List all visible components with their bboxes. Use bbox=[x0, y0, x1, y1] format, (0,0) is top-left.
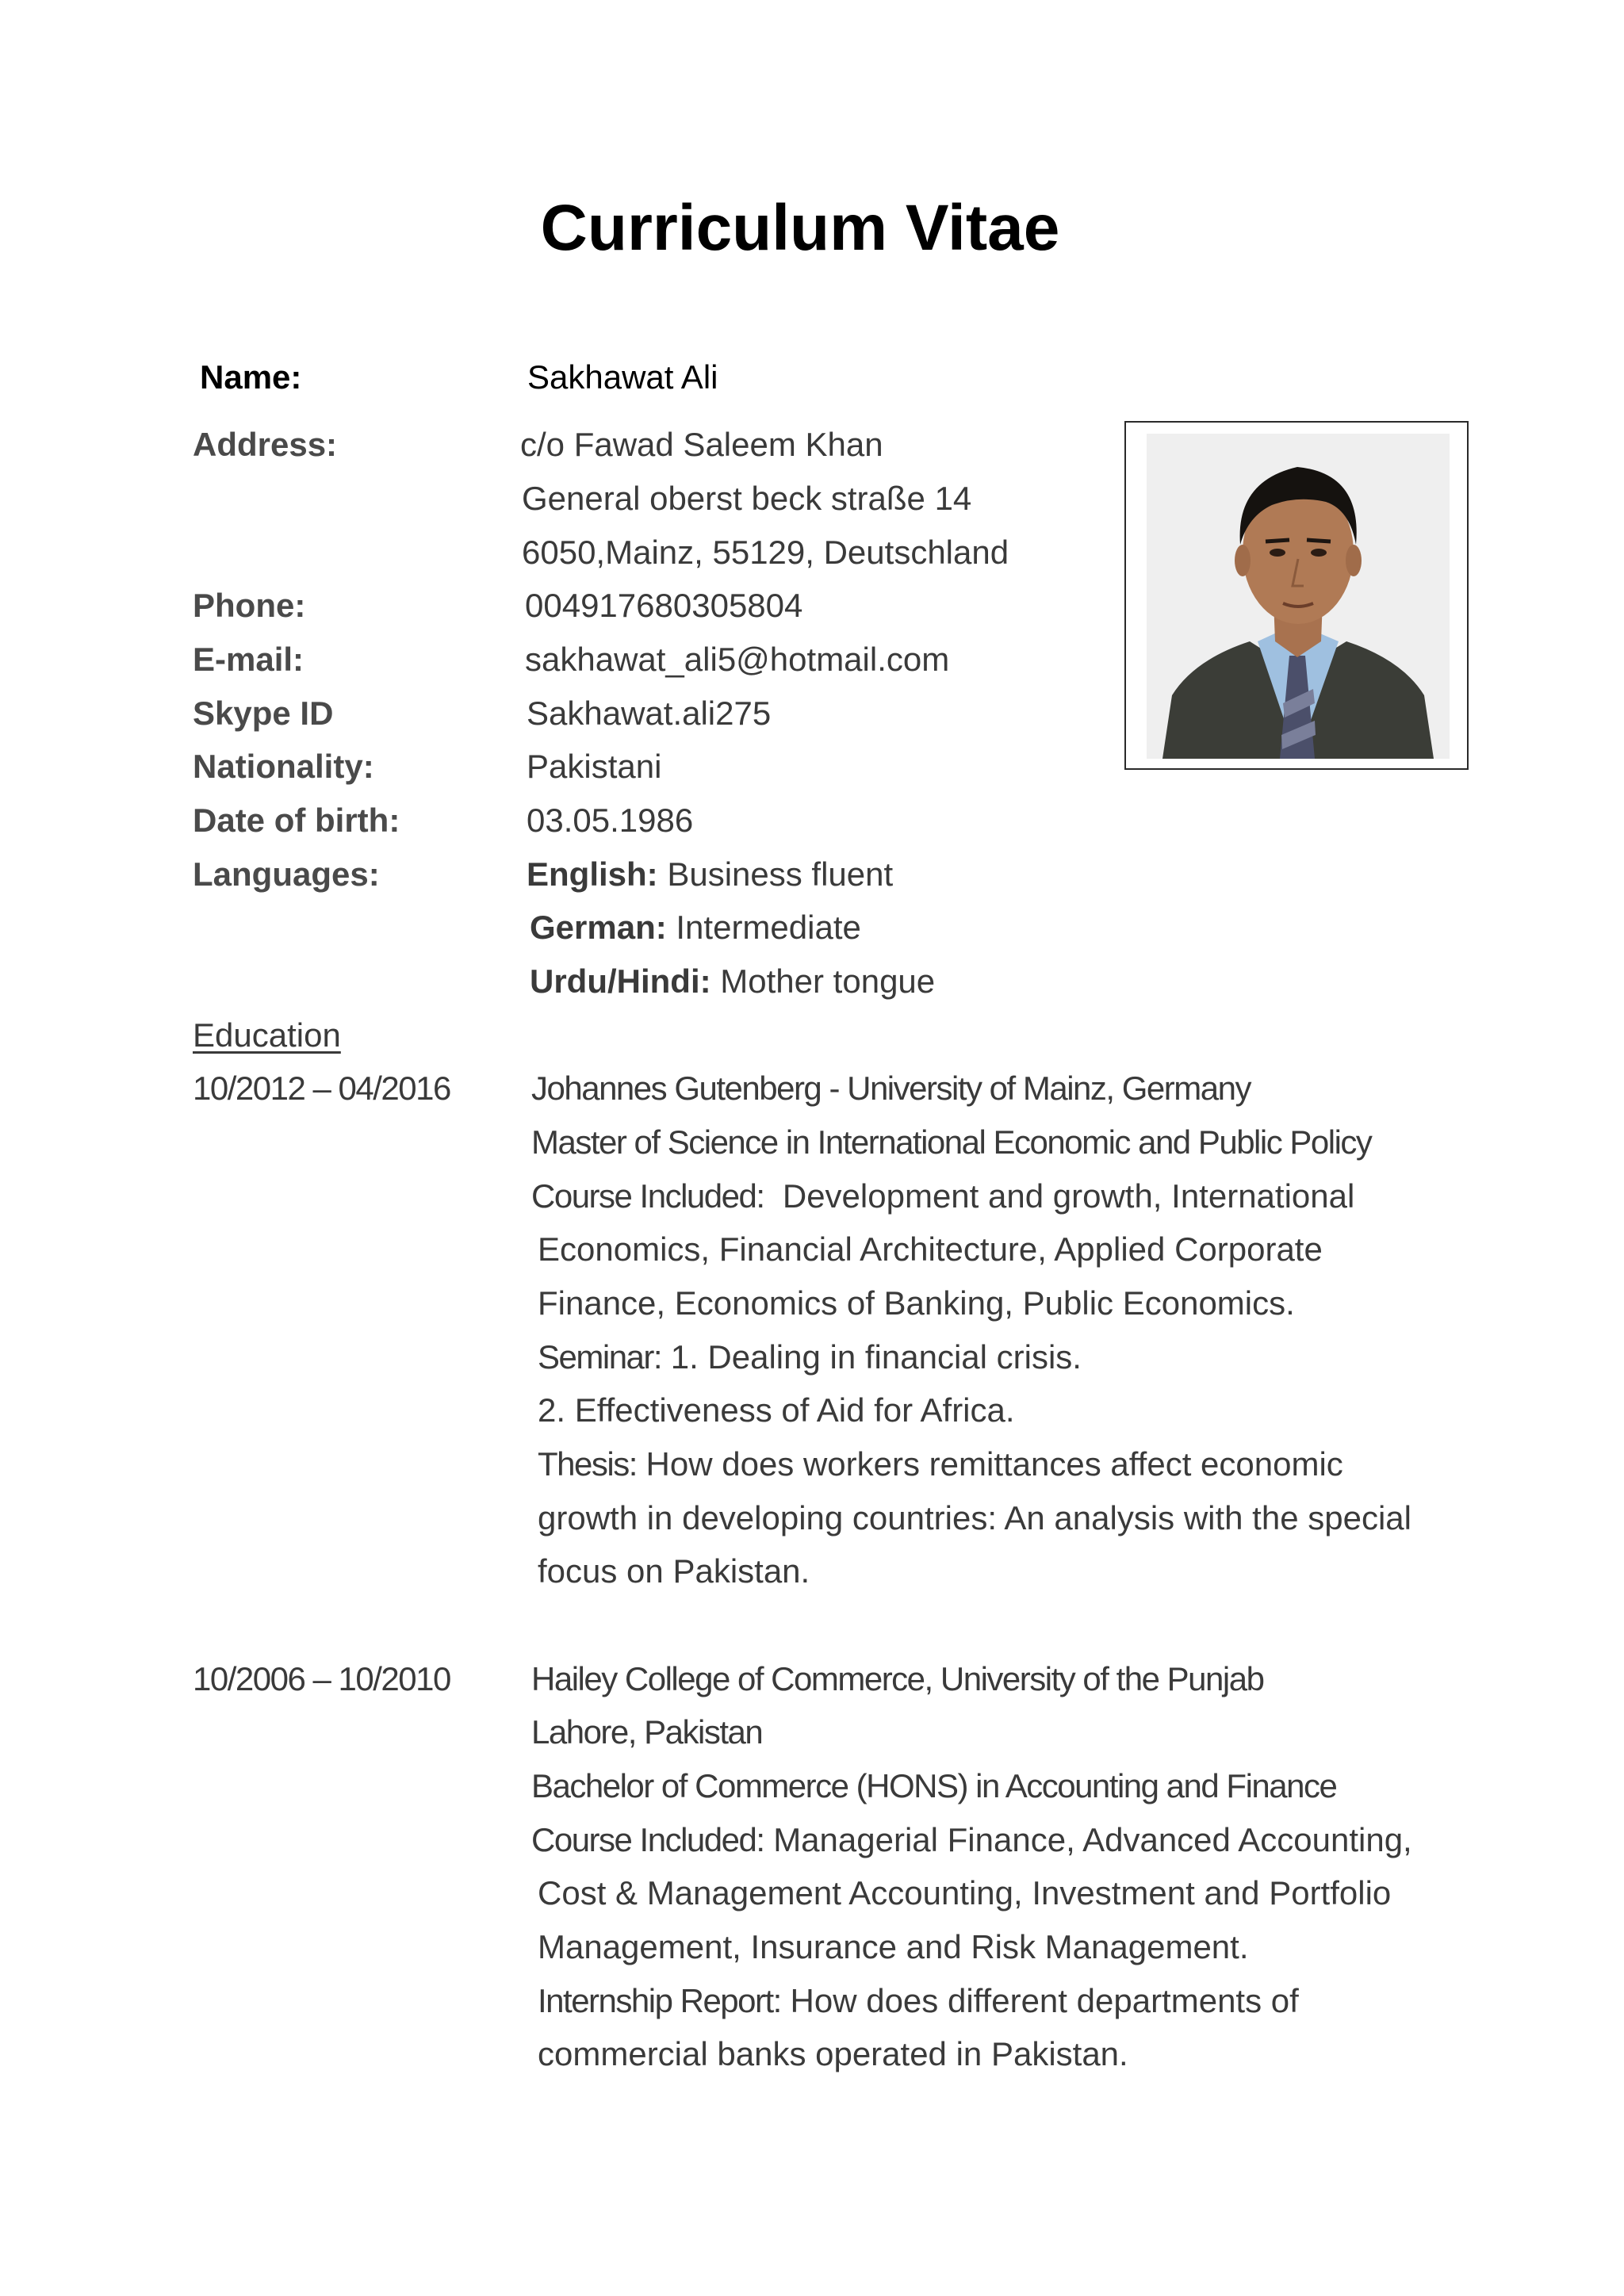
phone-value: 004917680305804 bbox=[525, 587, 803, 624]
education-course-line bbox=[531, 1173, 1354, 1220]
address-label: Address: bbox=[193, 426, 338, 463]
education-course-line: Finance, Economics of Banking, Public Economics. bbox=[538, 1284, 1295, 1322]
education-seminar-line bbox=[538, 1334, 1082, 1381]
seminar-label: Seminar: bbox=[538, 1338, 662, 1376]
education-course-line: Management, Insurance and Risk Management. bbox=[538, 1928, 1249, 1965]
language-level: Mother tongue bbox=[710, 962, 936, 1000]
email-value[interactable]: sakhawat_ali5@hotmail.com bbox=[525, 641, 950, 678]
education-course-line: Economics, Financial Architecture, Applied Corporate bbox=[538, 1230, 1323, 1268]
seminar-text: 1. Dealing in financial crisis. bbox=[661, 1338, 1082, 1376]
name-value: Sakhawat Ali bbox=[527, 358, 718, 396]
profile-photo-frame bbox=[1124, 421, 1469, 770]
language-english bbox=[527, 851, 893, 898]
education-course-line: Cost & Management Accounting, Investment and Portfolio bbox=[538, 1874, 1392, 1911]
address-line-3: 6050,Mainz, 55129, Deutschland bbox=[522, 534, 1009, 571]
education-thesis-line: focus on Pakistan. bbox=[538, 1552, 810, 1590]
education-heading: Education bbox=[193, 1016, 341, 1054]
course-label: Course Included: bbox=[531, 1821, 764, 1858]
education-thesis-line bbox=[538, 1441, 1343, 1488]
internship-text: How does different departments of bbox=[780, 1982, 1299, 2019]
thesis-text: How does workers remittances affect economic bbox=[636, 1445, 1343, 1483]
page-title: Curriculum Vitae bbox=[540, 192, 1060, 264]
skype-label: Skype ID bbox=[193, 695, 334, 732]
nationality-value: Pakistani bbox=[527, 748, 662, 785]
education-institution: Johannes Gutenberg - University of Mainz, Germany bbox=[531, 1070, 1251, 1107]
education-period: 10/2006 – 10/2010 bbox=[193, 1660, 450, 1697]
education-institution: Hailey College of Commerce, University of the Punjab bbox=[531, 1660, 1264, 1697]
address-line-2: General oberst beck straße 14 bbox=[522, 480, 972, 517]
course-text: Managerial Finance, Advanced Accounting, bbox=[764, 1821, 1412, 1858]
education-degree: Master of Science in International Economic and Public Policy bbox=[531, 1123, 1372, 1161]
language-name: English: bbox=[527, 855, 658, 893]
education-course-line bbox=[531, 1816, 1412, 1864]
education-internship-line bbox=[538, 1977, 1299, 2025]
language-level: Business fluent bbox=[657, 855, 894, 893]
address-line-1: c/o Fawad Saleem Khan bbox=[520, 426, 883, 463]
language-german bbox=[530, 904, 861, 951]
education-period: 10/2012 – 04/2016 bbox=[193, 1070, 450, 1107]
thesis-label: Thesis: bbox=[538, 1445, 637, 1483]
dob-label: Date of birth: bbox=[193, 802, 400, 839]
education-internship-line: commercial banks operated in Pakistan. bbox=[538, 2035, 1128, 2072]
language-urdu-hindi bbox=[530, 958, 935, 1005]
course-text: Development and growth, International bbox=[764, 1177, 1355, 1215]
education-institution: Lahore, Pakistan bbox=[531, 1713, 763, 1751]
language-name: German: bbox=[530, 909, 667, 946]
profile-photo bbox=[1147, 434, 1450, 759]
education-degree: Bachelor of Commerce (HONS) in Accounting and Finance bbox=[531, 1767, 1337, 1804]
skype-value: Sakhawat.ali275 bbox=[527, 695, 772, 732]
education-seminar-line: 2. Effectiveness of Aid for Africa. bbox=[538, 1391, 1015, 1429]
email-label: E-mail: bbox=[193, 641, 304, 678]
name-label: Name: bbox=[200, 358, 302, 396]
internship-label: Internship Report: bbox=[538, 1982, 781, 2019]
nationality-label: Nationality: bbox=[193, 748, 374, 785]
phone-label: Phone: bbox=[193, 587, 306, 624]
course-label: Course Included: bbox=[531, 1177, 764, 1215]
dob-value: 03.05.1986 bbox=[527, 802, 694, 839]
language-level: Intermediate bbox=[666, 909, 861, 946]
education-thesis-line: growth in developing countries: An analysis with the special bbox=[538, 1499, 1411, 1536]
language-name: Urdu/Hindi: bbox=[530, 962, 711, 1000]
languages-label: Languages: bbox=[193, 855, 380, 893]
